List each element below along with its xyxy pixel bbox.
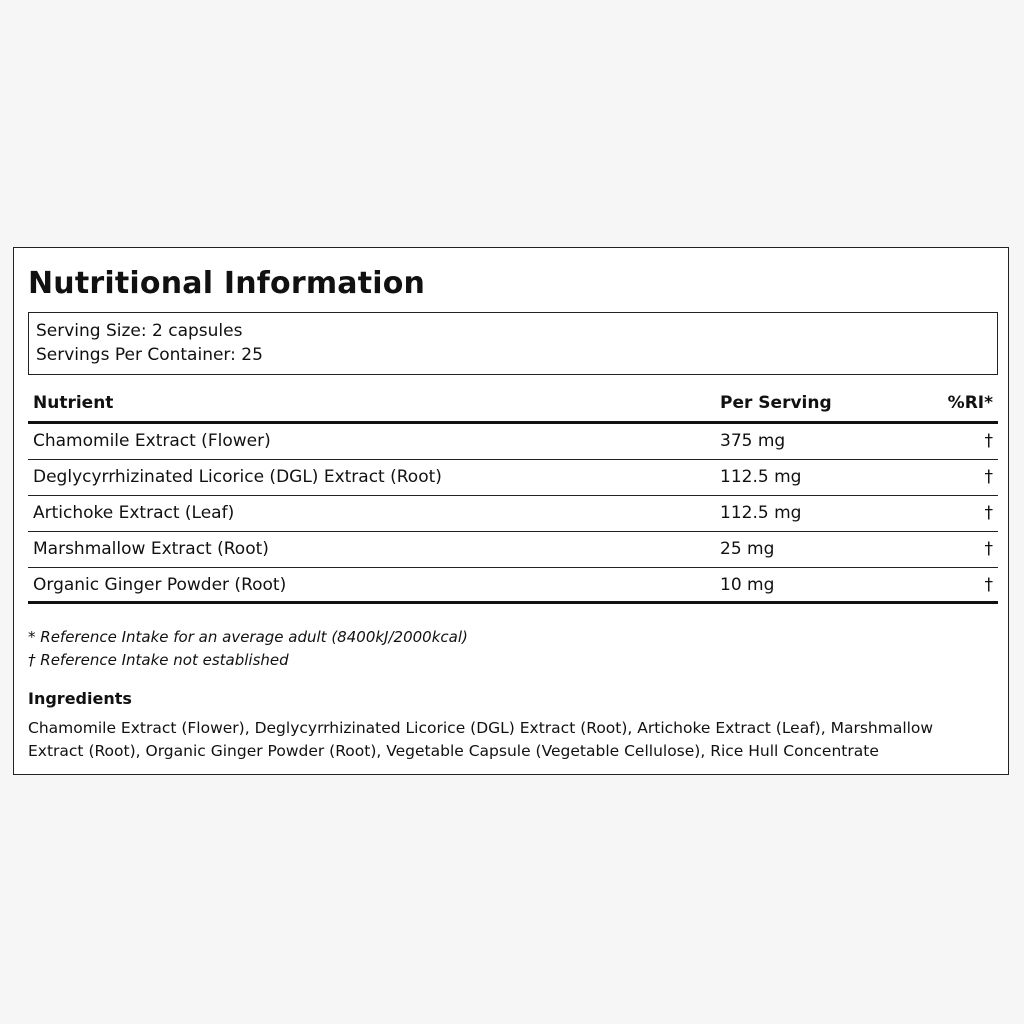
ingredients-text: Chamomile Extract (Flower), Deglycyrrhizinated Licorice (DGL) Extract (Root), Artichoke Extract (Leaf), Marshmallow Extract (Root), Organic Ginger Powder (Root), Vegetable Capsule (Vegetable Cellulose), Rice Hull Concentrate [28, 719, 934, 760]
nutrient-ri: † [984, 467, 993, 487]
nutrient-name: Deglycyrrhizinated Licorice (DGL) Extract (Root) [33, 467, 442, 487]
nutrient-name: Marshmallow Extract (Root) [33, 539, 269, 559]
table-row [28, 460, 998, 496]
nutrient-ri: † [984, 539, 993, 559]
serving-info-box [28, 312, 998, 375]
table-row [28, 532, 998, 568]
nutrient-amount: 25 mg [720, 539, 775, 559]
header-per-serving: Per Serving [720, 393, 832, 413]
table-row [28, 424, 998, 460]
nutrient-ri: † [984, 503, 993, 523]
footnote-reference-intake: * Reference Intake for an average adult (8400kJ/2000kcal) [28, 628, 468, 646]
table-header-row [28, 388, 998, 424]
nutrient-ri: † [984, 431, 993, 451]
nutrient-amount: 112.5 mg [720, 503, 802, 523]
nutrition-panel [13, 247, 1009, 775]
nutrient-table [28, 388, 998, 604]
nutrient-name: Artichoke Extract (Leaf) [33, 503, 235, 523]
ingredients-title: Ingredients [28, 689, 132, 708]
nutrient-name: Organic Ginger Powder (Root) [33, 575, 287, 595]
nutrient-amount: 375 mg [720, 431, 786, 451]
footnote-not-established: † Reference Intake not established [28, 651, 289, 669]
table-row [28, 568, 998, 604]
header-ri: %RI* [947, 393, 993, 413]
nutrient-name: Chamomile Extract (Flower) [33, 431, 271, 451]
footnotes [28, 626, 468, 672]
header-nutrient: Nutrient [33, 393, 114, 413]
servings-per-container: Servings Per Container: 25 [36, 345, 263, 365]
table-row [28, 496, 998, 532]
nutrient-amount: 112.5 mg [720, 467, 802, 487]
page-title: Nutritional Information [28, 266, 426, 301]
nutrient-ri: † [984, 575, 993, 595]
serving-size: Serving Size: 2 capsules [36, 321, 243, 341]
nutrient-amount: 10 mg [720, 575, 775, 595]
